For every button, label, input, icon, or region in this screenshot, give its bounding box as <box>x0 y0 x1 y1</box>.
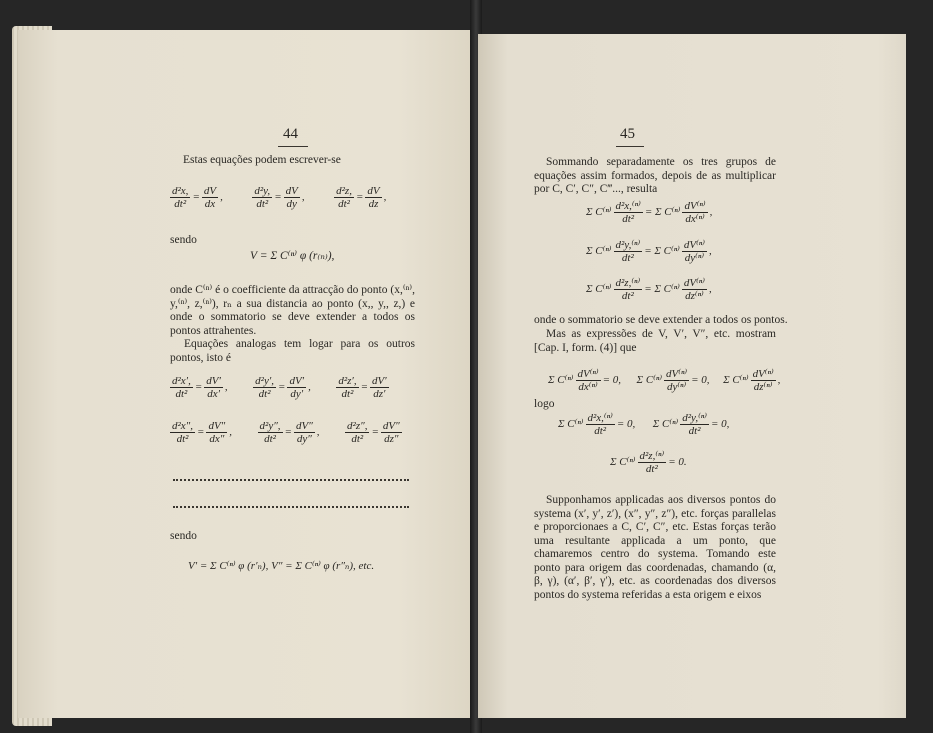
zero-equations-row-1: Σ C⁽ⁿ⁾ $\frac{\text{dV⁽ⁿ⁾}}{\text{dx⁽ⁿ⁾}}$ = 0, Σ C⁽ⁿ⁾ $\frac{\text{dV⁽ⁿ⁾}}{\text{dy⁽ⁿ⁾}}$ = 0, Σ C⁽ⁿ⁾ $\frac{\text{dV⁽ⁿ⁾}}{\text{dz⁽ⁿ⁾}}$ , <box>548 368 781 393</box>
sendo-label-1: sendo <box>170 234 197 246</box>
dotted-line-2 <box>173 506 409 508</box>
zero-equations-row-3: Σ C⁽ⁿ⁾ $\frac{\text{d²z,⁽ⁿ⁾}}{\text{dt²}}$ = 0. <box>610 450 687 475</box>
sum-note: onde o sommatorio se deve extender a todos os pontos. <box>534 314 788 326</box>
page-number-right: 45 <box>620 126 635 142</box>
paragraph-analogous: Equações analogas tem logar para os outros pontos, isto é <box>170 338 415 364</box>
paragraph-expressions: Mas as expressões de V, V′, V″, etc. mostram [Cap. I, form. (4)] que <box>534 328 776 354</box>
sum-equation-y: Σ C⁽ⁿ⁾ $\frac{\text{d²y,⁽ⁿ⁾}}{\text{dt²}}$ = Σ C⁽ⁿ⁾ $\frac{\text{dV⁽ⁿ⁾}}{\text{dy⁽ⁿ⁾}}$ , <box>586 239 712 264</box>
paragraph-summing: Sommando separadamente os tres grupos de equações assim formados, depois de as multiplicar por C, C′, C″, C‴..., resulta <box>534 156 776 195</box>
page-number-left: 44 <box>283 126 298 142</box>
paragraph-forces: Supponhamos applicadas aos diversos pontos do systema (x′, y′, z′), (x″, y″, z″), etc. forças parallelas e proporcionaes a C, C′, C″, etc. Estas forças terão uma resultante applicada a um ponto, que chamaremos centro do systema. Tomando este ponto para origem das coordenadas, chamando (α, β, γ), (α′, β′, γ′), etc. as coordenadas dos diversos pontos do systema referidas a esta origem e eixos <box>534 494 776 601</box>
logo-label: logo <box>534 398 555 410</box>
right-page <box>478 34 906 718</box>
page-number-rule <box>616 146 644 147</box>
equation-row-1: $\frac{\text{d²x,}}{\text{dt²}}$ = $\frac{dV}{dx}$ , $\frac{\text{d²y,}}{\text{dt²}}$ = $\frac{dV}{dy}$ , $\frac{\text{d²z,}}{\text{dt²}}$ = $\frac{dV}{dz}$ , <box>172 185 387 210</box>
sum-equation-x: Σ C⁽ⁿ⁾ $\frac{\text{d²x,⁽ⁿ⁾}}{\text{dt²}}$ = Σ C⁽ⁿ⁾ $\frac{\text{dV⁽ⁿ⁾}}{\text{dx⁽ⁿ⁾}}$ , <box>586 200 713 225</box>
equation-row-3: $\frac{\text{d²x″,}}{\text{dt²}}$ = $\frac{dV''}{dx''}$ , $\frac{\text{d²y″,}}{\text{dt²}}$ = $\frac{dV''}{dy''}$ , $\frac{\text{d²z″,}}{\text{dt²}}$ = $\frac{dV''}{dz''}$ <box>172 420 400 445</box>
left-page <box>18 30 476 718</box>
intro-text: Estas equações podem escrever-se <box>183 154 341 166</box>
paragraph-coefficient: onde C⁽ⁿ⁾ é o coefficiente da attracção do ponto (x,⁽ⁿ⁾, y,⁽ⁿ⁾, z,⁽ⁿ⁾), rₙ a sua distancia ao ponto (x,, y,, z,) e onde o sommatorio se deve extender a todos os pontos attrahentes. <box>170 284 415 337</box>
final-equation: V′ = Σ C⁽ⁿ⁾ φ (r′ₙ), V″ = Σ C⁽ⁿ⁾ φ (r″ₙ), etc. <box>188 560 375 572</box>
page-number-rule <box>278 146 308 147</box>
dotted-line-1 <box>173 479 409 481</box>
sum-equation-z: Σ C⁽ⁿ⁾ $\frac{\text{d²z,⁽ⁿ⁾}}{\text{dt²}}$ = Σ C⁽ⁿ⁾ $\frac{\text{dV⁽ⁿ⁾}}{\text{dz⁽ⁿ⁾}}$ , <box>586 277 712 302</box>
sendo-label-2: sendo <box>170 530 197 542</box>
equation-row-2: $\frac{\text{d²x′,}}{\text{dt²}}$ = $\frac{dV'}{dx'}$ , $\frac{\text{d²y′,}}{\text{dt²}}$ = $\frac{dV'}{dy'}$ , $\frac{\text{d²z′,}}{\text{dt²}}$ = $\frac{dV'}{dz'}$ <box>172 375 387 400</box>
zero-equations-row-2: Σ C⁽ⁿ⁾ $\frac{\text{d²x,⁽ⁿ⁾}}{\text{dt²}}$ = 0, Σ C⁽ⁿ⁾ $\frac{\text{d²y,⁽ⁿ⁾}}{\text{dt²}}$ = 0, <box>558 412 730 437</box>
potential-equation: V = Σ C⁽ⁿ⁾ φ (r₍ₙ₎), <box>250 250 335 262</box>
